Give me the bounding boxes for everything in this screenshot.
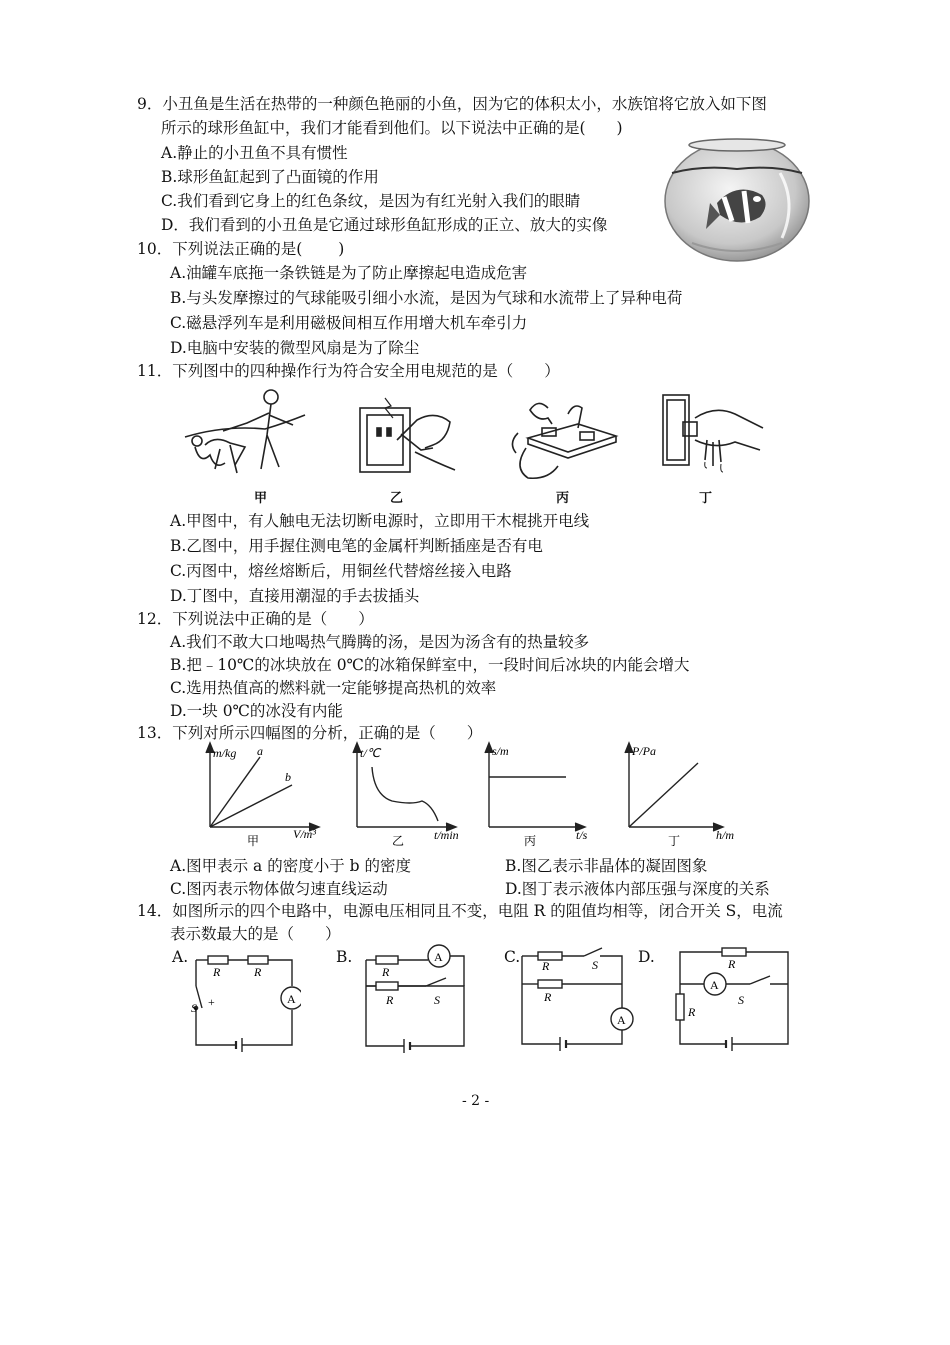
q13-stem: 13．下列对所示四幅图的分析，正确的是（ ） xyxy=(137,724,483,742)
q13-graph-jia xyxy=(195,735,330,850)
q14-circuit-a-r2: R xyxy=(254,965,262,979)
q13-graph-jia-xlabel: V/m³ xyxy=(293,827,316,841)
q14-circuit-c xyxy=(516,942,636,1054)
q14-label-a: A. xyxy=(172,948,189,966)
q13-graph-yi-ylabel: t/℃ xyxy=(360,746,381,760)
q11-option-a: A.甲图中，有人触电无法切断电源时，立即用干木棍挑开电线 xyxy=(170,512,590,530)
q13-option-c: C.图丙表示物体做匀速直线运动 xyxy=(170,880,388,898)
q11-figure-jia xyxy=(175,385,320,485)
q11-figure-ding xyxy=(655,390,770,485)
q13-graph-bing-xlabel: t/s xyxy=(576,828,588,842)
q12-option-b: B.把﹣10℃的冰块放在 0℃的冰箱保鲜室中，一段时间后冰块的内能会增大 xyxy=(170,656,690,674)
q12-option-c: C.选用热值高的燃料就一定能够提高热机的效率 xyxy=(170,679,497,697)
q11-label-jia: 甲 xyxy=(254,491,268,506)
q10-option-c: C.磁悬浮列车是利用磁极间相互作用增大机车牵引力 xyxy=(170,314,528,332)
q14-circuit-d-switch: S xyxy=(738,993,744,1007)
q12-stem: 12．下列说法中正确的是（ ） xyxy=(137,610,374,628)
q13-graph-yi xyxy=(342,735,477,850)
q9-stem-2: 所示的球形鱼缸中，我们才能看到他们。以下说法中正确的是( ) xyxy=(161,119,623,137)
q14-circuit-b-r1: R xyxy=(382,965,390,979)
q9-option-d: D．我们看到的小丑鱼是它通过球形鱼缸形成的正立、放大的实像 xyxy=(161,216,608,234)
q9-option-b: B.球形鱼缸起到了凸面镜的作用 xyxy=(161,168,379,186)
q14-circuit-b-ammeter: A xyxy=(434,950,443,964)
q14-circuit-d-ammeter: A xyxy=(710,978,719,992)
q13-option-b: B.图乙表示非晶体的凝固图象 xyxy=(505,857,708,875)
q11-option-c: C.丙图中，熔丝熔断后，用铜丝代替熔丝接入电路 xyxy=(170,562,512,580)
q11-figure-yi xyxy=(355,390,460,485)
q13-graph-yi-name: 乙 xyxy=(392,834,405,848)
q12-option-d: D.一块 0℃的冰没有内能 xyxy=(170,702,343,720)
q13-graph-ding-line xyxy=(629,763,698,827)
q14-circuit-d-r1: R xyxy=(728,957,736,971)
q13-graph-bing xyxy=(476,735,611,850)
q12-option-a: A.我们不敢大口地喝热气腾腾的汤，是因为汤含有的热量较多 xyxy=(170,633,590,651)
q14-circuit-a-ammeter: A xyxy=(287,992,296,1006)
q11-option-b: B.乙图中，用手握住测电笔的金属杆判断插座是否有电 xyxy=(170,537,543,555)
q13-graph-bing-name: 丙 xyxy=(524,834,537,848)
page-number: - 2 - xyxy=(462,1093,490,1109)
q14-circuit-a xyxy=(186,950,301,1055)
q13-option-d: D.图丁表示液体内部压强与深度的关系 xyxy=(505,880,770,898)
q14-circuit-d-r2: R xyxy=(688,1005,696,1019)
q14-circuit-b-switch: S xyxy=(434,993,440,1007)
q14-circuit-b xyxy=(358,942,473,1054)
q14-label-d: D. xyxy=(638,948,655,966)
fishbowl-image xyxy=(662,133,812,263)
q14-circuit-c-r2: R xyxy=(544,990,552,1004)
q14-stem: 14．如图所示的四个电路中，电源电压相同且不变，电阻 R 的阻值均相等，闭合开关 S，电流 xyxy=(137,902,783,920)
q13-graph-jia-line-b xyxy=(210,785,292,827)
q14-label-c: C. xyxy=(504,948,521,966)
q13-graph-jia-line-a-label: a xyxy=(257,744,263,758)
q13-graph-yi-curve xyxy=(372,767,438,821)
q14-circuit-a-switch: S xyxy=(191,1001,197,1015)
q11-stem: 11．下列图中的四种操作行为符合安全用电规范的是（ ） xyxy=(137,362,560,380)
q13-option-a: A.图甲表示 a 的密度小于 b 的密度 xyxy=(170,857,411,875)
q14-stem-2: 表示数最大的是（ ） xyxy=(170,925,341,943)
q10-option-b: B.与头发摩擦过的气球能吸引细小水流，是因为气球和水流带上了异种电荷 xyxy=(170,289,683,307)
q14-circuit-a-r1: R xyxy=(213,965,221,979)
q14-circuit-d xyxy=(672,942,797,1054)
q13-graph-ding-ylabel: P/Pa xyxy=(632,744,656,758)
q10-option-d: D.电脑中安装的微型风扇是为了除尘 xyxy=(170,339,420,357)
q9-option-c: C.我们看到它身上的红色条纹，是因为有红光射入我们的眼睛 xyxy=(161,192,581,210)
q13-graph-ding xyxy=(614,735,749,850)
q13-graph-jia-line-a xyxy=(210,757,260,827)
q11-label-bing: 丙 xyxy=(556,491,570,506)
q9-stem: 9．小丑鱼是生活在热带的一种颜色艳丽的小鱼，因为它的体积太小，水族馆将它放入如下图 xyxy=(137,95,767,113)
q14-label-b: B. xyxy=(336,948,353,966)
q11-label-ding: 丁 xyxy=(699,491,713,506)
q10-option-a: A.油罐车底拖一条铁链是为了防止摩擦起电造成危害 xyxy=(170,264,528,282)
q14-circuit-b-r2: R xyxy=(386,993,394,1007)
q14-circuit-c-r1: R xyxy=(542,959,550,973)
q9-option-a: A.静止的小丑鱼不具有惯性 xyxy=(161,144,348,162)
q14-circuit-c-switch: S xyxy=(592,958,598,972)
q13-graph-ding-name: 丁 xyxy=(668,834,681,848)
q10-stem: 10．下列说法正确的是( ) xyxy=(137,240,345,258)
q13-graph-jia-ylabel: m/kg xyxy=(213,746,237,760)
q13-graph-jia-line-b-label: b xyxy=(285,770,291,784)
q13-graph-bing-ylabel: s/m xyxy=(492,744,509,758)
q13-graph-ding-xlabel: h/m xyxy=(716,828,734,842)
q13-graph-jia-name: 甲 xyxy=(247,834,260,848)
q13-graph-yi-xlabel: t/min xyxy=(434,828,459,842)
q14-circuit-a-plus: + xyxy=(208,995,215,1009)
q11-figure-bing xyxy=(508,388,623,483)
q11-label-yi: 乙 xyxy=(390,491,404,506)
q14-circuit-c-ammeter: A xyxy=(617,1013,626,1027)
q11-option-d: D.丁图中，直接用潮湿的手去拔插头 xyxy=(170,587,420,605)
